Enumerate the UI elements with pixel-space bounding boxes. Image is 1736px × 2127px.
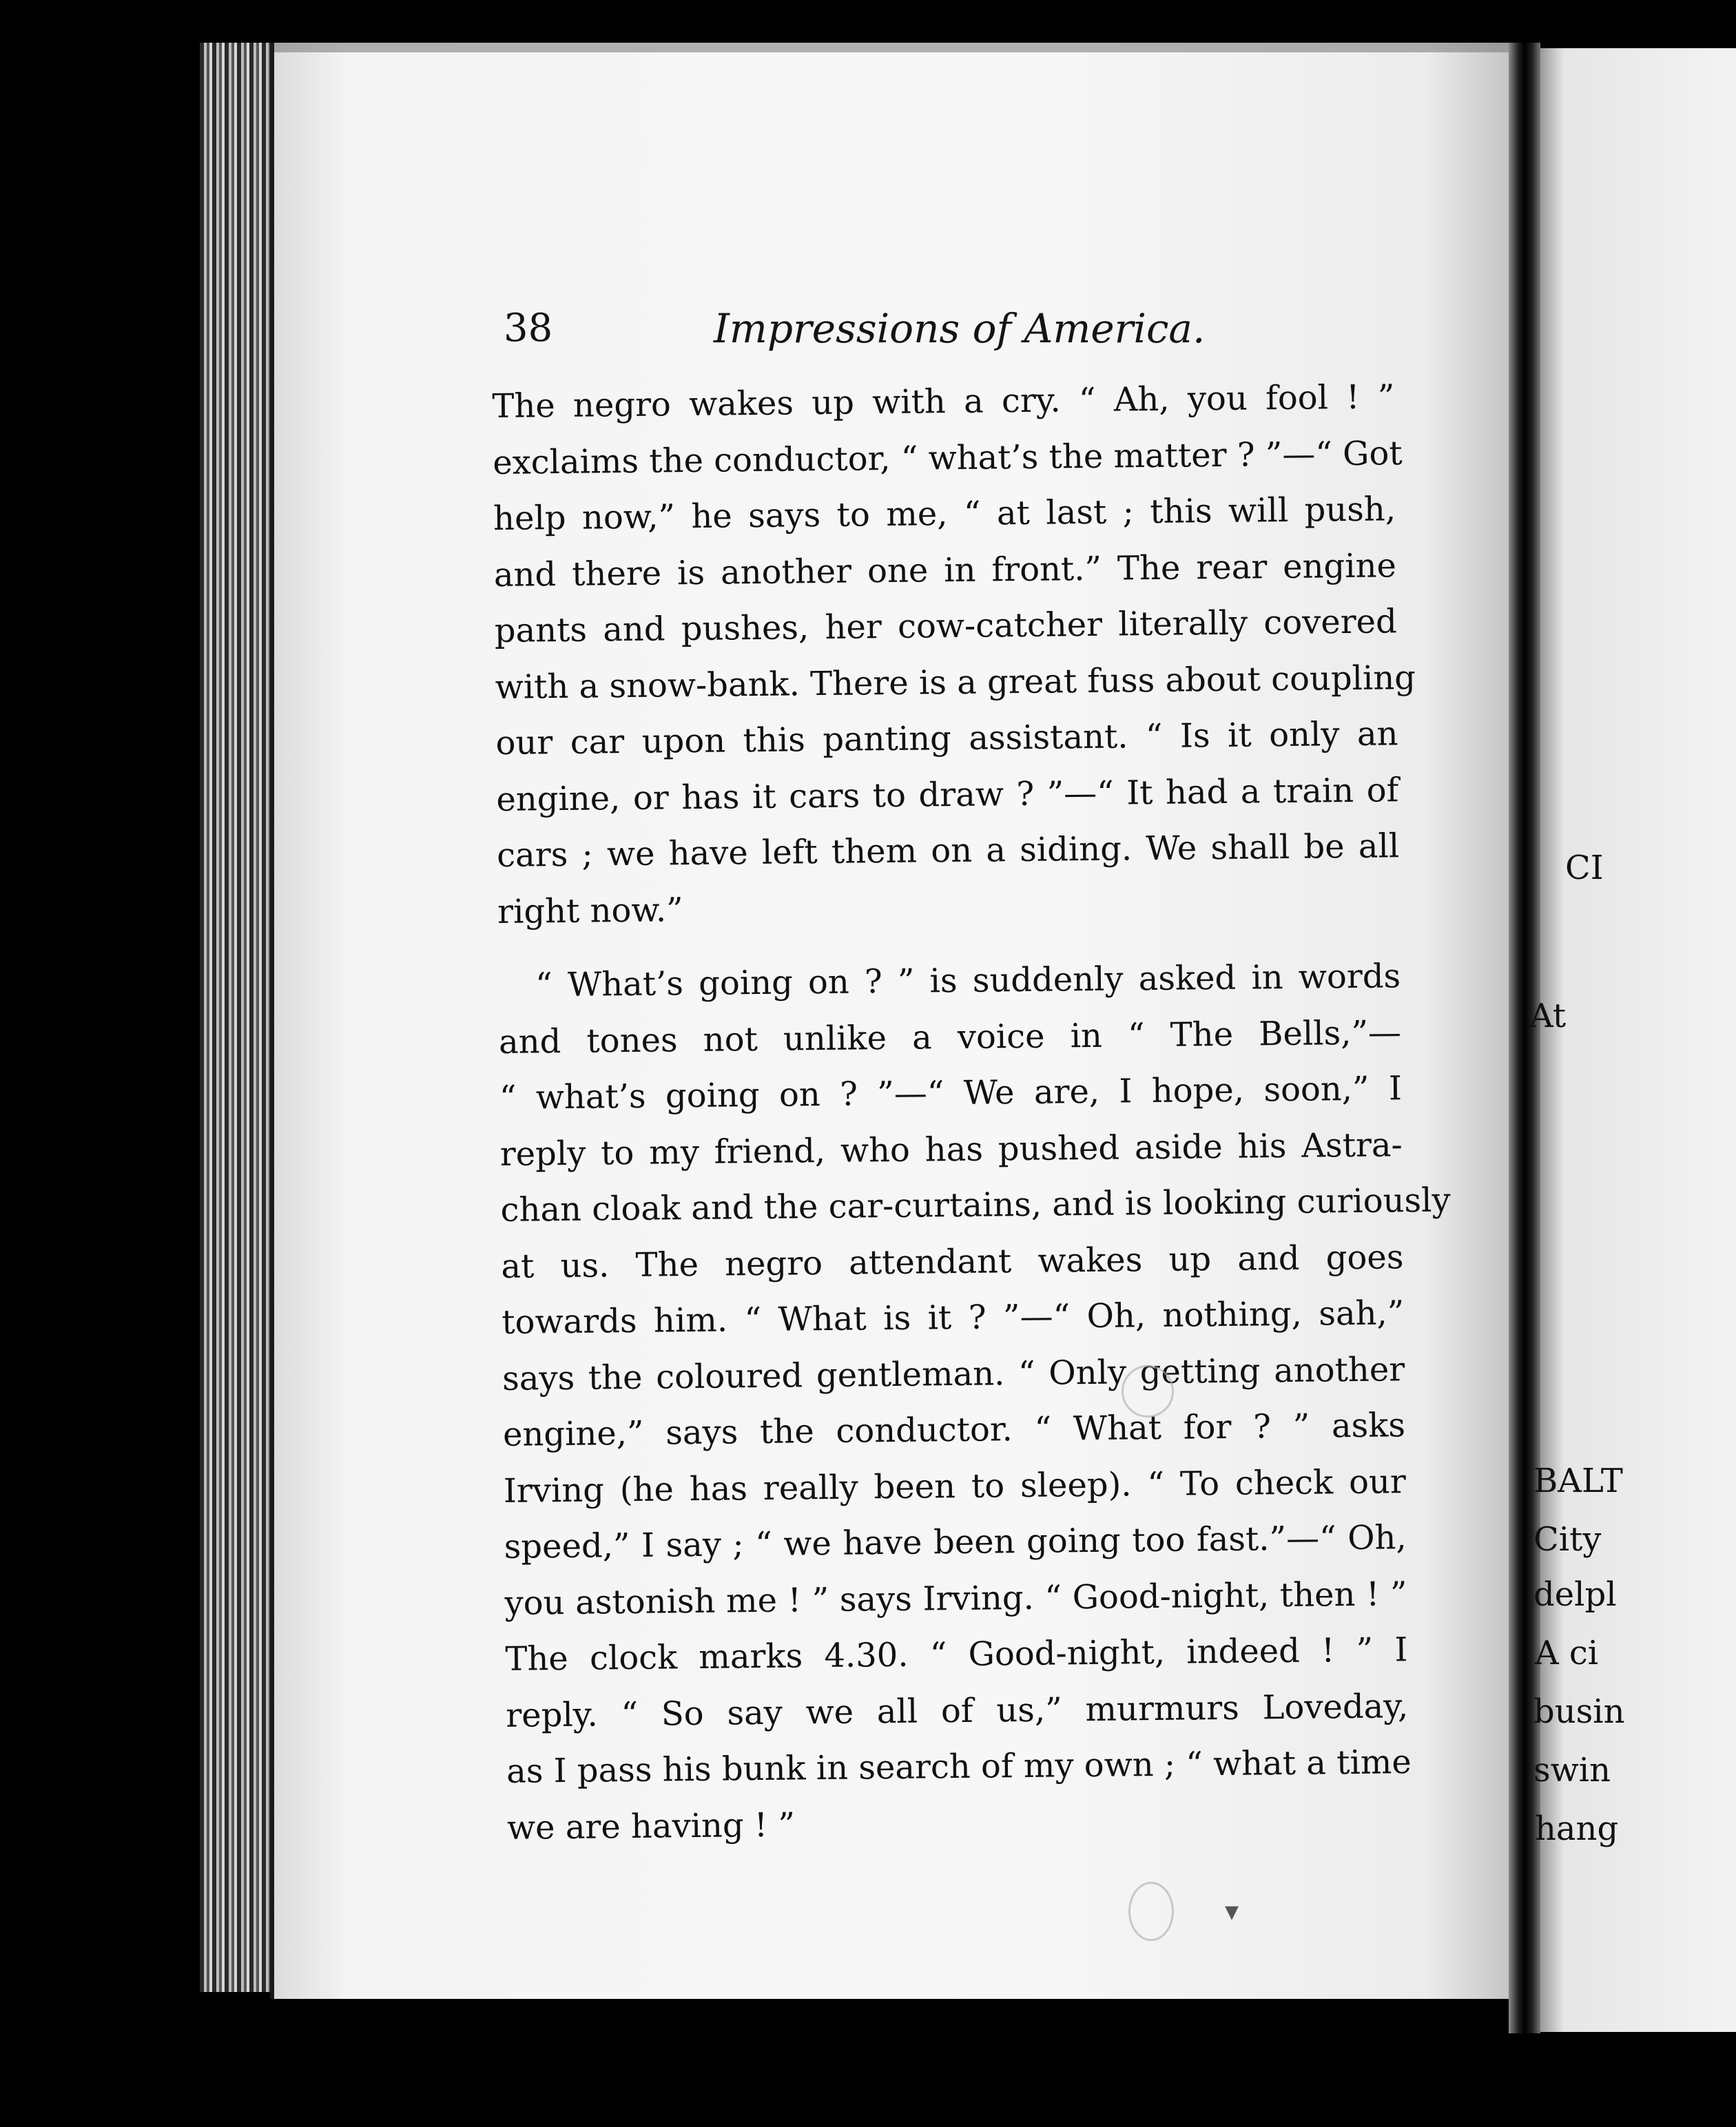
paragraph xyxy=(492,369,1416,940)
right-page-text-fragment: delpl xyxy=(1533,1575,1617,1614)
text-line: with a snow-bank. There is a great fuss about coupling xyxy=(495,658,1416,707)
text-line: engine,” says the conductor. “ What for ? ” asks xyxy=(502,1406,1406,1454)
text-line: engine, or has it cars to draw ? ”—“ It had a train of xyxy=(496,770,1399,819)
paper-blemish xyxy=(1128,1882,1174,1941)
text-line: The negro wakes up with a cry. “ Ah, you fool ! ” xyxy=(492,377,1395,426)
paragraph xyxy=(498,948,1451,1856)
text-line: towards him. “ What is it ? ”—“ Oh, nothing, sah,” xyxy=(502,1294,1405,1342)
text-line: help now,” he says to me, “ at last ; this will push, xyxy=(493,490,1396,538)
right-page-heading-fragment: CI xyxy=(1565,849,1604,887)
text-line: and tones not unlike a voice in “ The Bells,”— xyxy=(498,1013,1402,1061)
text-line: reply. “ So say we all of us,” murmurs Loveday, xyxy=(506,1686,1409,1735)
text-line: our car upon this panting assistant. “ Is it only an xyxy=(495,714,1398,762)
text-line: The clock marks 4.30. “ Good-night, indeed ! ” I xyxy=(505,1630,1408,1679)
text-line: and there is another one in front.” The rear engine xyxy=(493,546,1397,594)
text-line: speed,” I say ; “ we have been going too fast.”—“ Oh, xyxy=(504,1518,1407,1566)
text-line: at us. The negro attendant wakes up and goes xyxy=(501,1237,1404,1286)
text-line: as I pass his bunk in search of my own ; “ what a time xyxy=(506,1743,1412,1791)
page-number: 38 xyxy=(504,306,553,351)
body-text xyxy=(492,369,1451,1856)
text-line: “ what’s going on ? ”—“ We are, I hope, soon,” I xyxy=(499,1069,1403,1117)
right-page-text-fragment: swin xyxy=(1533,1751,1611,1789)
text-line: pants and pushes, her cow-catcher literally covered xyxy=(494,602,1398,650)
text-line: exclaims the conductor, “ what’s the matter ? ”—“ Got xyxy=(492,433,1403,482)
text-line: right now.” xyxy=(497,890,683,931)
text-line: we are having ! ” xyxy=(506,1805,796,1847)
left-page xyxy=(270,43,1527,1999)
right-page-text-fragment: hang xyxy=(1535,1809,1619,1848)
right-page-text-fragment: At xyxy=(1529,997,1567,1035)
right-page-text-fragment: BALT xyxy=(1533,1462,1623,1500)
right-page-text-fragment: A ci xyxy=(1535,1634,1599,1672)
paper-blemish xyxy=(1122,1365,1174,1418)
right-page-text-fragment: City xyxy=(1533,1520,1602,1559)
right-page-text-fragment: busin xyxy=(1533,1692,1625,1731)
right-page xyxy=(1529,48,1736,2032)
text-line: chan cloak and the car-curtains, and is looking curiously xyxy=(500,1181,1451,1229)
text-line: cars ; we have left them on a siding. We shall be all xyxy=(496,827,1400,875)
text-line: reply to my friend, who has pushed aside his Astra- xyxy=(499,1125,1403,1174)
text-line: “ What’s going on ? ” is suddenly asked in words xyxy=(535,957,1401,1005)
text-line: says the coloured gentleman. “ Only getting another xyxy=(502,1349,1405,1398)
ink-speck: ▾ xyxy=(1225,1896,1239,1927)
text-line: Irving (he has really been to sleep). “ To check our xyxy=(503,1462,1407,1511)
text-line: you astonish me ! ” says Irving. “ Good-night, then ! ” xyxy=(504,1574,1407,1623)
running-title: Impressions of America. xyxy=(714,305,1206,352)
page-header xyxy=(274,298,1527,360)
